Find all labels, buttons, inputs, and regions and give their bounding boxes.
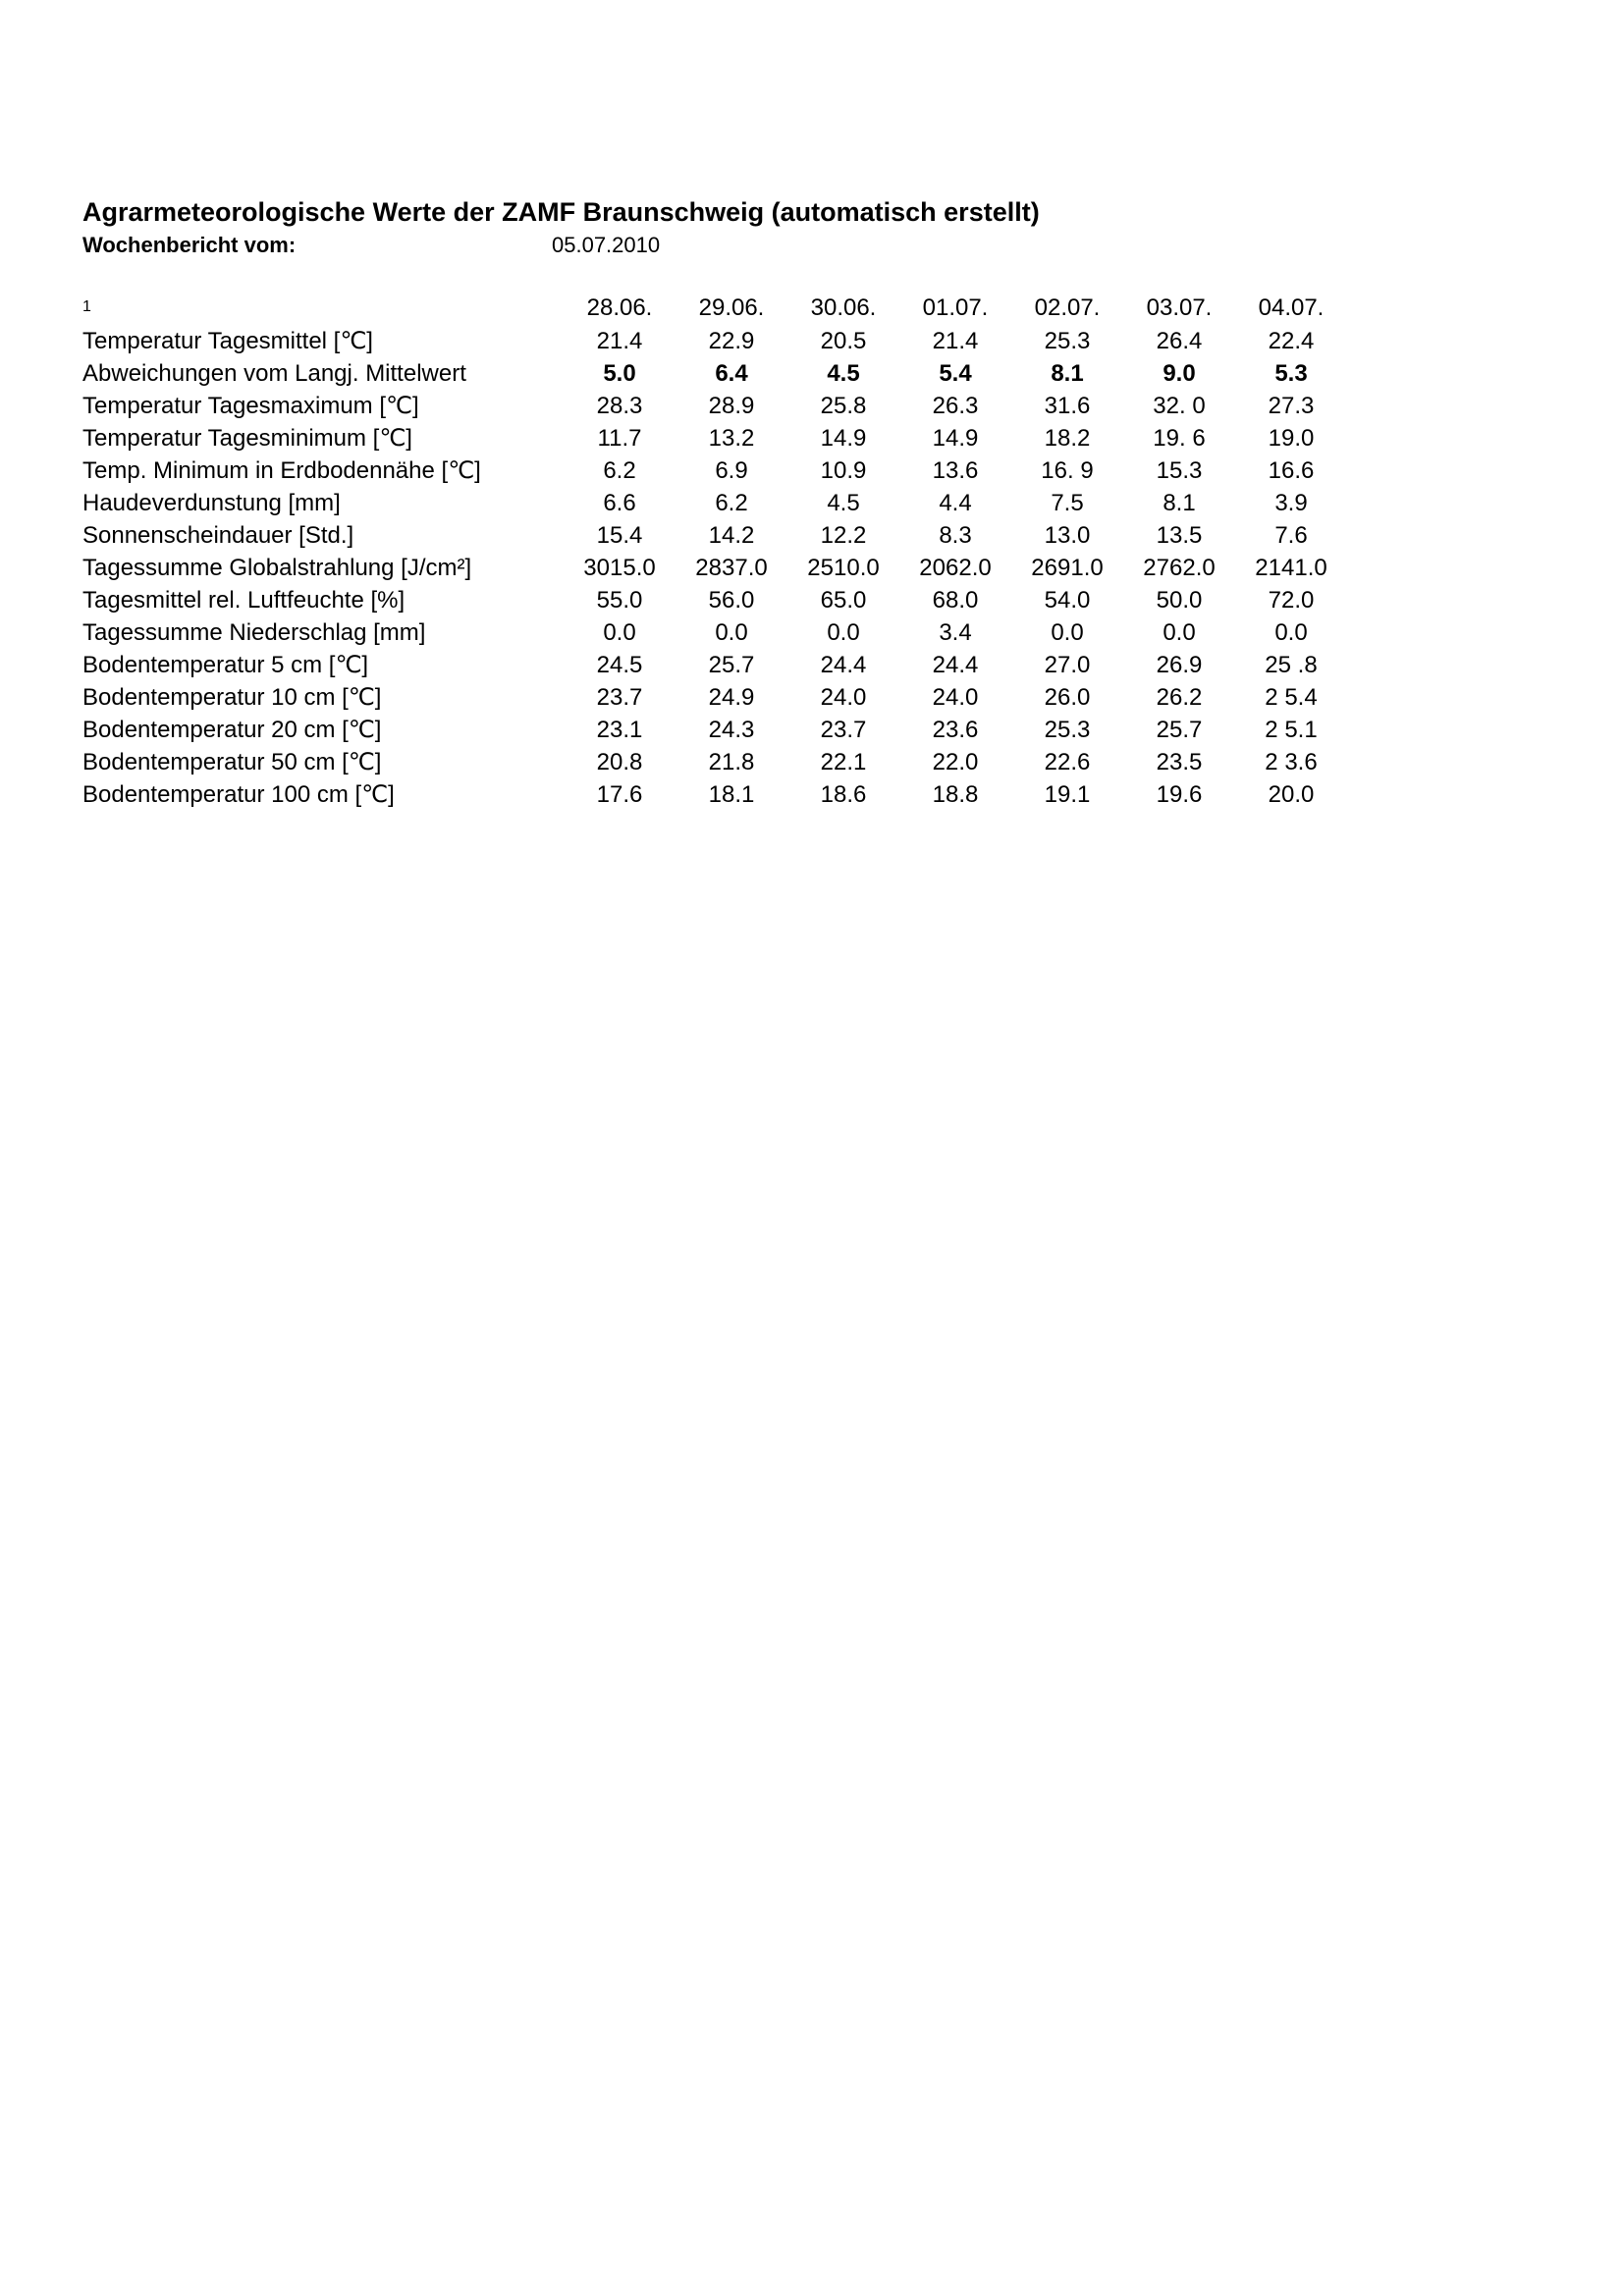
row-label: Temperatur Tagesmaximum [℃] (82, 393, 419, 419)
report-label: Wochenbericht vom: (82, 233, 297, 257)
date-header: 03.07. (1146, 294, 1213, 321)
table-cell: 19.1 (1044, 781, 1091, 808)
table-header-row (79, 291, 1347, 325)
table-cell: 25.3 (1044, 717, 1091, 743)
table-cell: 21.4 (932, 328, 979, 354)
date-header: 04.07. (1258, 294, 1325, 321)
table-cell: 8.1 (1163, 490, 1196, 516)
table-cell: 24.4 (820, 652, 867, 678)
date-header: 02.07. (1034, 294, 1101, 321)
table-cell: 23.1 (596, 717, 643, 743)
table-cell: 3.9 (1274, 490, 1308, 516)
table-cell: 27.3 (1268, 393, 1315, 419)
table-cell: 5.4 (939, 360, 972, 387)
table-cell: 2510.0 (807, 555, 880, 581)
row-label: Temperatur Tagesmittel [℃] (82, 328, 373, 354)
table-cell: 3.4 (939, 619, 972, 646)
table-row (79, 778, 1347, 811)
row-label: Tagessumme Niederschlag [mm] (82, 619, 426, 646)
table-row (79, 616, 1347, 649)
table-cell: 10.9 (820, 457, 867, 484)
table-cell: 3015.0 (583, 555, 656, 581)
table-row (79, 487, 1347, 519)
table-cell: 14.9 (820, 425, 867, 452)
table-cell: 7.6 (1274, 522, 1308, 549)
table-cell: 6.2 (603, 457, 636, 484)
table-cell: 13.6 (932, 457, 979, 484)
row-label: Bodentemperatur 5 cm [℃] (82, 652, 369, 678)
table-cell: 24.4 (932, 652, 979, 678)
table-cell: 26.0 (1044, 684, 1091, 711)
table-cell: 18.2 (1044, 425, 1091, 452)
table-cell: 15.4 (596, 522, 643, 549)
row-label: Bodentemperatur 10 cm [℃] (82, 684, 382, 711)
table-cell: 0.0 (827, 619, 860, 646)
table-cell: 5.0 (603, 360, 636, 387)
table-row (79, 519, 1347, 552)
table-cell: 19.6 (1156, 781, 1203, 808)
table-cell: 11.7 (597, 425, 642, 452)
table-index-label: 1 (82, 298, 91, 315)
table-cell: 4.4 (939, 490, 972, 516)
table-row (79, 649, 1347, 681)
table-cell: 22.0 (932, 749, 979, 775)
table-cell: 56.0 (708, 587, 755, 614)
table-cell: 18.1 (708, 781, 755, 808)
table-cell: 24.9 (708, 684, 755, 711)
table-cell: 55.0 (596, 587, 643, 614)
table-cell: 7.5 (1051, 490, 1084, 516)
report-date-line (82, 230, 868, 261)
table-cell: 25.3 (1044, 328, 1091, 354)
row-label: Bodentemperatur 100 cm [℃] (82, 781, 395, 808)
table-cell: 16. 9 (1041, 457, 1094, 484)
table-cell: 26.9 (1156, 652, 1203, 678)
table-cell: 72.0 (1268, 587, 1315, 614)
table-row (79, 422, 1347, 454)
date-header: 30.06. (810, 294, 877, 321)
table-cell: 20.5 (820, 328, 867, 354)
table-cell: 2837.0 (695, 555, 768, 581)
table-cell: 25 .8 (1265, 652, 1318, 678)
table-cell: 13.0 (1044, 522, 1091, 549)
row-label: Bodentemperatur 20 cm [℃] (82, 717, 382, 743)
table-cell: 54.0 (1044, 587, 1091, 614)
table-cell: 5.3 (1274, 360, 1308, 387)
row-label: Bodentemperatur 50 cm [℃] (82, 749, 382, 775)
table-cell: 0.0 (1051, 619, 1084, 646)
table-cell: 24.5 (596, 652, 643, 678)
table-cell: 22.6 (1044, 749, 1091, 775)
table-cell: 18.8 (932, 781, 979, 808)
table-cell: 28.3 (596, 393, 643, 419)
table-cell: 0.0 (603, 619, 636, 646)
table-cell: 32. 0 (1153, 393, 1206, 419)
table-cell: 21.8 (708, 749, 755, 775)
table-cell: 22.4 (1268, 328, 1315, 354)
report-title: Agrarmeteorologische Werte der ZAMF Braunschweig (automatisch erstellt) (82, 197, 1040, 227)
table-cell: 23.7 (596, 684, 643, 711)
table-cell: 14.9 (932, 425, 979, 452)
table-cell: 6.6 (603, 490, 636, 516)
table-cell: 19. 6 (1153, 425, 1206, 452)
table-cell: 9.0 (1163, 360, 1196, 387)
date-header: 28.06. (586, 294, 653, 321)
table-row (79, 325, 1347, 357)
table-body (79, 325, 1347, 811)
table-cell: 6.9 (715, 457, 748, 484)
row-label: Haudeverdunstung [mm] (82, 490, 341, 516)
table-cell: 25.8 (820, 393, 867, 419)
table-cell: 24.0 (932, 684, 979, 711)
table-cell: 26.2 (1156, 684, 1203, 711)
table-cell: 2 5.4 (1265, 684, 1318, 711)
table-cell: 6.2 (715, 490, 748, 516)
table-cell: 2 5.1 (1265, 717, 1318, 743)
table-row (79, 454, 1347, 487)
table-cell: 20.8 (596, 749, 643, 775)
table-cell: 2691.0 (1031, 555, 1104, 581)
table-cell: 31.6 (1044, 393, 1091, 419)
table-row (79, 552, 1347, 584)
table-cell: 0.0 (715, 619, 748, 646)
table-cell: 17.6 (596, 781, 643, 808)
table-cell: 65.0 (820, 587, 867, 614)
date-header: 29.06. (698, 294, 765, 321)
table-row (79, 357, 1347, 390)
table-cell: 8.3 (939, 522, 972, 549)
table-cell: 68.0 (932, 587, 979, 614)
row-label: Abweichungen vom Langj. Mittelwert (82, 360, 466, 387)
table-cell: 20.0 (1268, 781, 1315, 808)
table-cell: 28.9 (708, 393, 755, 419)
weather-data-table (79, 291, 1347, 811)
table-cell: 22.9 (708, 328, 755, 354)
table-cell: 22.1 (820, 749, 867, 775)
table-cell: 4.5 (827, 360, 860, 387)
table-cell: 27.0 (1044, 652, 1091, 678)
table-cell: 14.2 (708, 522, 755, 549)
table-row (79, 681, 1347, 714)
table-cell: 12.2 (820, 522, 867, 549)
table-cell: 13.2 (708, 425, 755, 452)
table-cell: 13.5 (1156, 522, 1203, 549)
table-cell: 2 3.6 (1265, 749, 1318, 775)
table-cell: 2141.0 (1255, 555, 1327, 581)
table-cell: 23.7 (820, 717, 867, 743)
table-cell: 23.5 (1156, 749, 1203, 775)
table-row (79, 584, 1347, 616)
table-cell: 21.4 (596, 328, 643, 354)
date-header: 01.07. (922, 294, 989, 321)
table-cell: 2062.0 (919, 555, 992, 581)
table-cell: 23.6 (932, 717, 979, 743)
table-row (79, 390, 1347, 422)
table-cell: 4.5 (827, 490, 860, 516)
table-cell: 6.4 (715, 360, 748, 387)
table-cell: 0.0 (1274, 619, 1308, 646)
table-row (79, 714, 1347, 746)
table-row (79, 746, 1347, 778)
table-cell: 8.1 (1051, 360, 1084, 387)
table-cell: 24.0 (820, 684, 867, 711)
row-label: Temperatur Tagesminimum [℃] (82, 425, 412, 452)
table-cell: 26.4 (1156, 328, 1203, 354)
table-cell: 18.6 (820, 781, 867, 808)
row-label: Sonnenscheindauer [Std.] (82, 522, 354, 549)
table-cell: 16.6 (1268, 457, 1315, 484)
table-cell: 15.3 (1156, 457, 1203, 484)
table-cell: 26.3 (932, 393, 979, 419)
table-cell: 24.3 (708, 717, 755, 743)
table-cell: 0.0 (1163, 619, 1196, 646)
table-cell: 19.0 (1268, 425, 1315, 452)
row-label: Temp. Minimum in Erdbodennähe [℃] (82, 457, 481, 484)
table-cell: 50.0 (1156, 587, 1203, 614)
table-cell: 25.7 (708, 652, 755, 678)
table-cell: 2762.0 (1143, 555, 1216, 581)
table-cell: 25.7 (1156, 717, 1203, 743)
row-label: Tagessumme Globalstrahlung [J/cm²] (82, 555, 472, 581)
report-date: 05.07.2010 (552, 233, 661, 257)
row-label: Tagesmittel rel. Luftfeuchte [%] (82, 587, 406, 614)
